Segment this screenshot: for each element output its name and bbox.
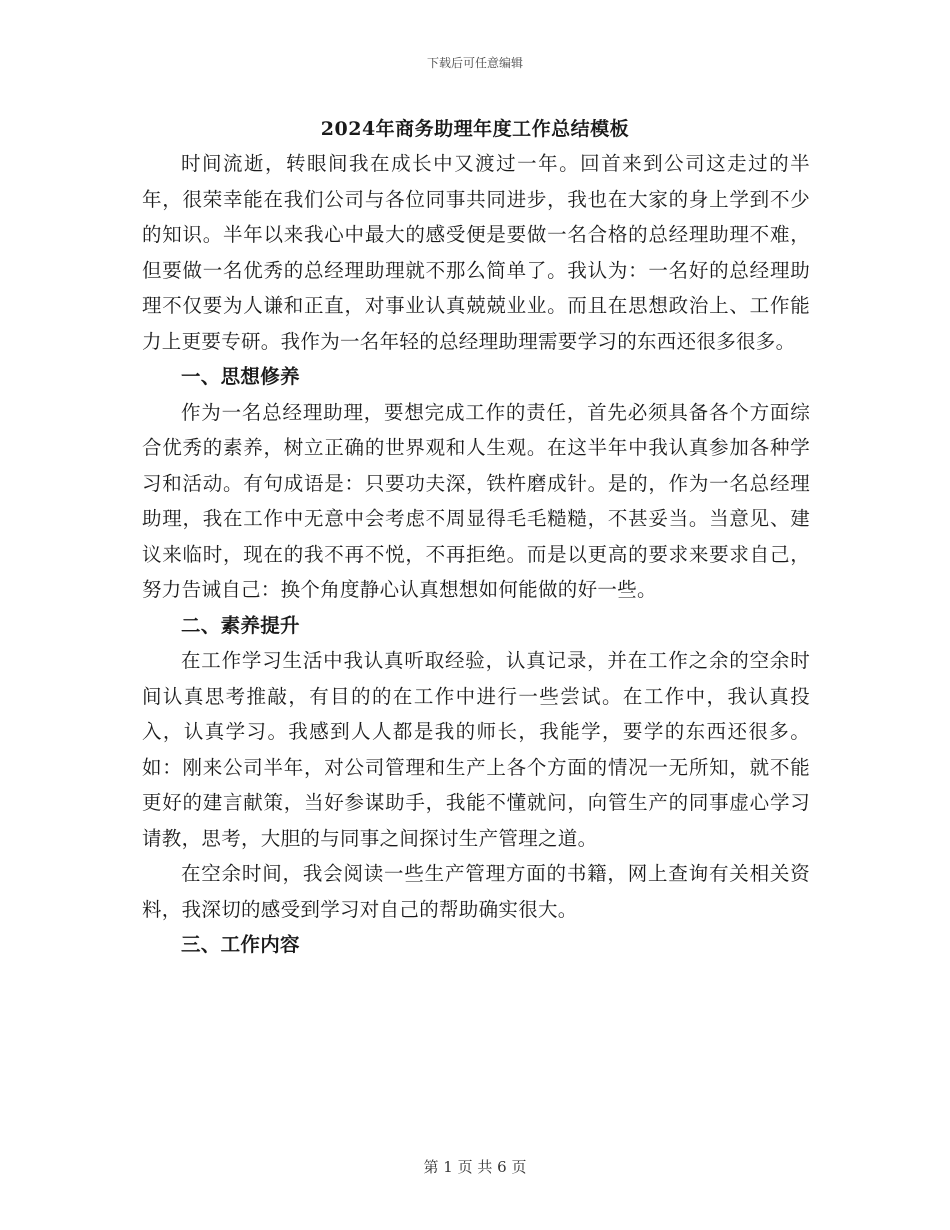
page-number: 第 1 页 共 6 页 xyxy=(423,1158,527,1176)
section-heading-thought: 一、思想修养 xyxy=(181,365,300,388)
page-header-note: 下载后可任意编辑 xyxy=(426,56,523,70)
thought-paragraph: 作为一名总经理助理，要想完成工作的责任，首先必须具备各个方面综合优秀的素养，树立正确的世界观和人生观。在这半年中我认真参加各种学习和活动。有句成语是：只要功夫深，铁杵磨成针。是的，作为一名总经理助理，我在工作中无意中会考虑不周显得毛毛糙糙，不甚妥当。当意见、建议来临时，现在的我不再不悦，不再拒绝。而是以更高的要求来要求自己，努力告诫自己：换个角度静心认真想想如何能做的好一些。 xyxy=(142,400,810,601)
improvement-paragraph-2: 在空余时间，我会阅读一些生产管理方面的书籍，网上查询有关相关资料，我深切的感受到学习对自己的帮助确实很大。 xyxy=(142,862,810,921)
document-title: 2024年商务助理年度工作总结模板 xyxy=(320,118,630,140)
section-heading-work: 三、工作内容 xyxy=(181,933,300,956)
intro-paragraph: 时间流逝，转眼间我在成长中又渡过一年。回首来到公司这走过的半年，很荣幸能在我们公司与各位同事共同进步，我也在大家的身上学到不少的知识。半年以来我心中最大的感受便是要做一名合格的总经理助理不难，但要做一名优秀的总经理助理就不那么简单了。我认为：一名好的总经理助理不仅要为人谦和正直，对事业认真兢兢业业。而且在思想政治上、工作能力上更要专研。我作为一名年轻的总经理助理需要学习的东西还很多很多。 xyxy=(142,152,810,353)
improvement-paragraph-1: 在工作学习生活中我认真听取经验，认真记录，并在工作之余的空余时间认真思考推敲，有目的的在工作中进行一些尝试。在工作中，我认真投入，认真学习。我感到人人都是我的师长，我能学，要学的东西还很多。如：刚来公司半年，对公司管理和生产上各个方面的情况一无所知，就不能更好的建言献策，当好参谋助手，我能不懂就问，向管生产的同事虚心学习请教，思考，大胆的与同事之间探讨生产管理之道。 xyxy=(142,649,810,850)
document-body xyxy=(142,146,810,963)
section-heading-improvement: 二、素养提升 xyxy=(181,613,300,637)
